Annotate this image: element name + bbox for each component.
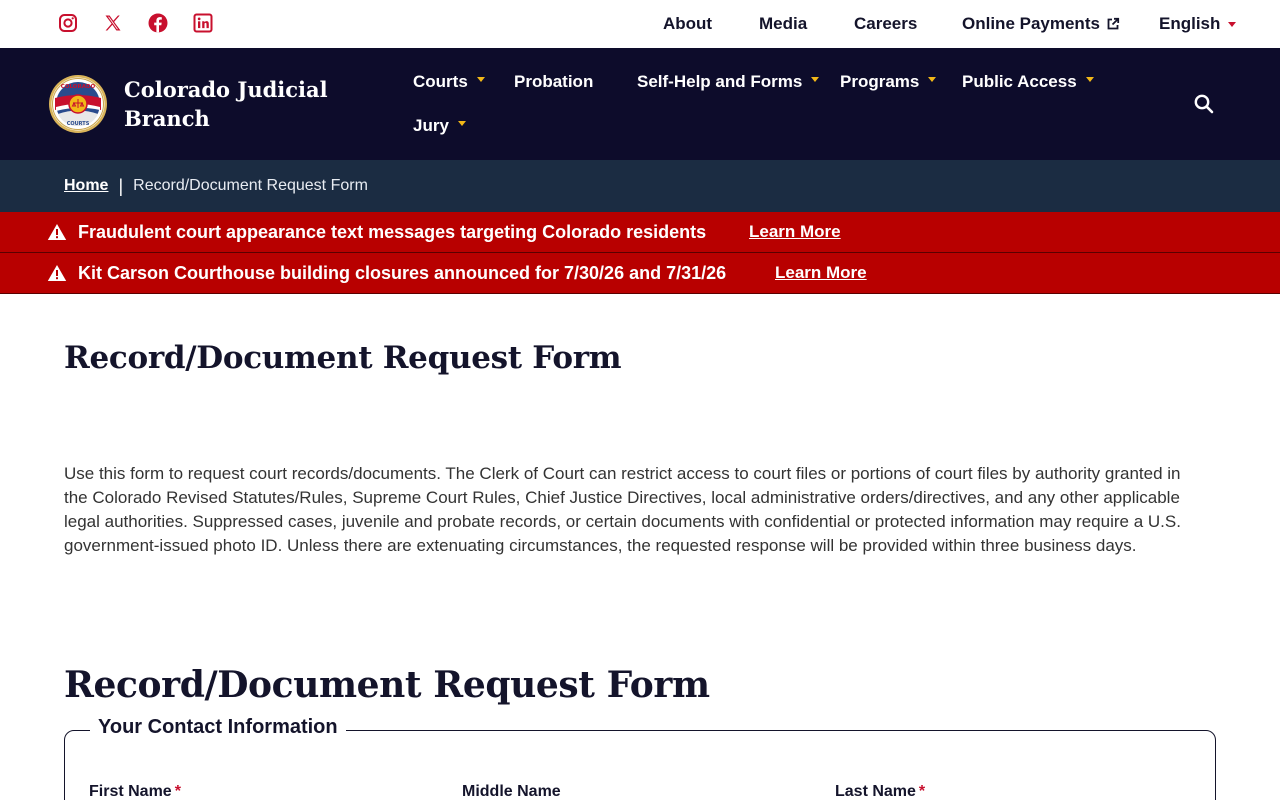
nav-probation[interactable]	[514, 72, 593, 92]
first-name-label	[89, 783, 181, 800]
required-mark: *	[918, 783, 926, 800]
chevron-down-icon	[1086, 77, 1094, 82]
page-title: Record/Document Request Form	[64, 340, 622, 376]
breadcrumb-home-link[interactable]: Home	[64, 177, 109, 194]
utility-link-about[interactable]: About	[663, 14, 713, 33]
alert-message: Fraudulent court appearance text messages targeting Colorado residents	[78, 221, 707, 242]
nav-courts-label: Courts	[413, 72, 468, 91]
breadcrumb-separator: |	[118, 175, 124, 196]
middle-name-label-text: Middle Name	[462, 783, 561, 800]
alert-banner	[0, 212, 1280, 253]
utility-link-media[interactable]: Media	[759, 14, 808, 33]
chevron-down-icon	[458, 121, 466, 126]
middle-name-label	[462, 783, 561, 800]
alert-learn-more-link[interactable]: Learn More	[749, 222, 841, 241]
contact-information-fieldset	[64, 730, 1216, 800]
breadcrumb-current: Record/Document Request Form	[133, 177, 368, 194]
utility-link-online-payments[interactable]	[962, 14, 1120, 34]
last-name-label	[835, 783, 925, 800]
online-payments-label: Online Payments	[962, 14, 1100, 33]
nav-jury-label: Jury	[413, 116, 449, 135]
site-brand-name[interactable]: Colorado Judicial Branch	[124, 77, 328, 131]
nav-self-help-label: Self-Help and Forms	[637, 72, 803, 91]
nav-public-access-label: Public Access	[962, 72, 1077, 91]
chevron-down-icon	[811, 77, 819, 82]
x-icon[interactable]	[102, 12, 124, 34]
utility-bar	[0, 0, 1280, 48]
utility-link-careers[interactable]: Careers	[854, 14, 918, 33]
instagram-icon[interactable]	[57, 12, 79, 34]
alert-banner	[0, 253, 1280, 294]
colorado-courts-seal-logo[interactable]	[48, 74, 108, 134]
nav-programs-label: Programs	[840, 72, 920, 91]
linkedin-icon[interactable]	[192, 12, 214, 34]
nav-jury[interactable]	[413, 116, 466, 136]
intro-paragraph: Use this form to request court records/documents. The Clerk of Court can restrict access to court files or portions of court files by authority granted in the Colorado Revised Statutes/Rules, Supreme Court Rules, Chief Justice Directives, local administrative orders/directives, and any other applicable legal authorities. Suppressed cases, juvenile and probate records, or certain documents with confidential or protected information may require a U.S. government-issued photo ID. Unless there are extenuating circumstances, the requested response will be provided within three business days.	[64, 464, 1181, 555]
language-label: English	[1159, 14, 1221, 33]
language-selector[interactable]	[1159, 14, 1236, 34]
chevron-down-icon	[477, 77, 485, 82]
alert-message: Kit Carson Courthouse building closures announced for 7/30/26 and 7/31/26	[78, 262, 727, 283]
alert-learn-more-link[interactable]: Learn More	[775, 263, 867, 282]
fieldset-legend: Your Contact Information	[90, 716, 346, 739]
site-header	[0, 48, 1280, 160]
warning-icon	[47, 223, 67, 241]
nav-self-help-and-forms[interactable]	[637, 72, 819, 92]
seal-text-bottom: COURTS	[66, 121, 90, 127]
last-name-label-text: Last Name	[835, 783, 916, 800]
nav-public-access[interactable]	[962, 72, 1094, 92]
seal-text-top: COLORADO	[60, 84, 96, 90]
search-icon[interactable]	[1192, 92, 1216, 116]
warning-icon	[47, 264, 67, 282]
facebook-icon[interactable]	[147, 12, 169, 34]
chevron-down-icon	[1228, 22, 1236, 27]
social-links	[57, 12, 214, 34]
nav-probation-label: Probation	[514, 72, 594, 91]
form-title: Record/Document Request Form	[64, 664, 710, 706]
first-name-label-text: First Name	[89, 783, 172, 800]
breadcrumb	[0, 160, 1280, 212]
required-mark: *	[174, 783, 181, 800]
nav-programs[interactable]	[840, 72, 936, 92]
external-link-icon	[1106, 17, 1120, 31]
nav-courts[interactable]	[413, 72, 485, 92]
chevron-down-icon	[928, 77, 936, 82]
